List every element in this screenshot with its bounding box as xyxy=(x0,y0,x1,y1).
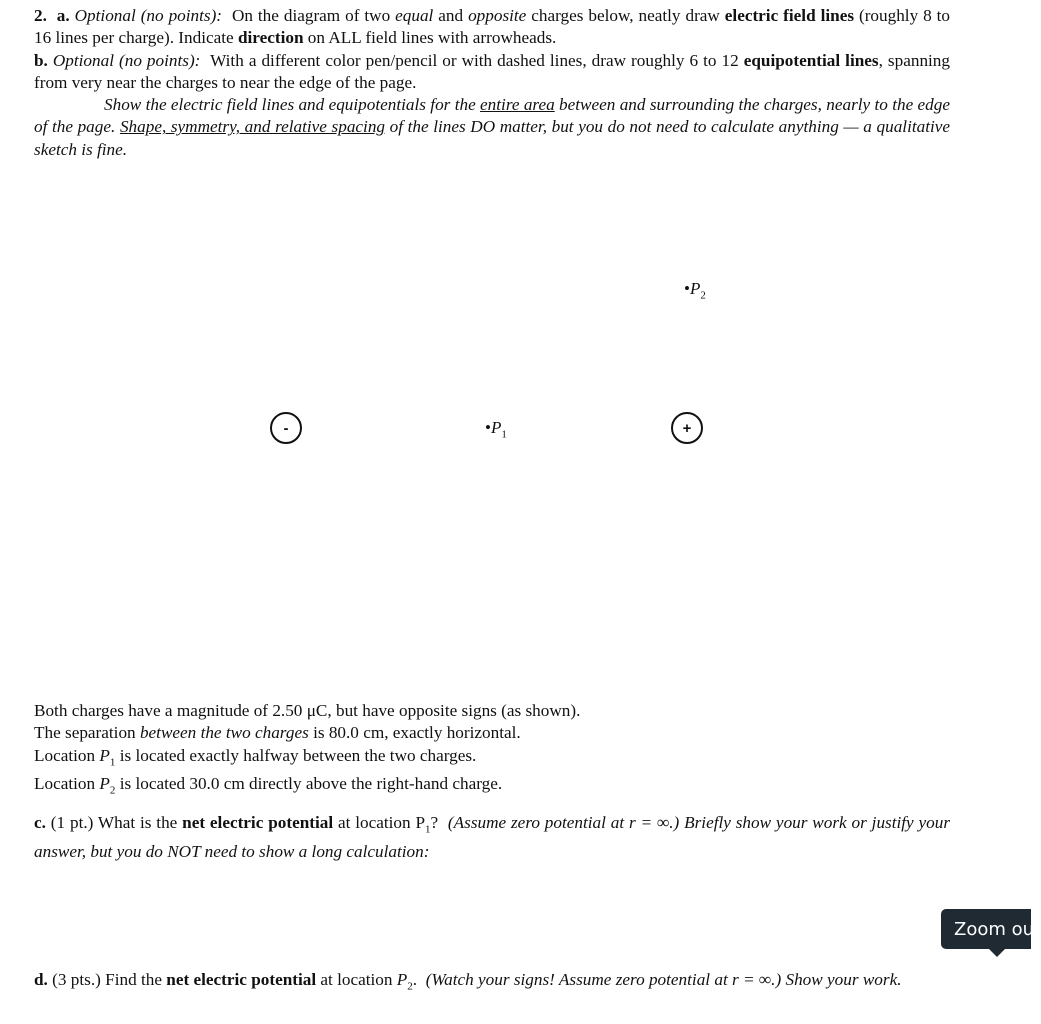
part-c xyxy=(34,812,950,863)
word-and: and xyxy=(438,6,464,25)
part-a xyxy=(34,5,950,50)
equipotential-lines-term: equipotential lines xyxy=(743,50,879,70)
part-b xyxy=(34,50,950,95)
part-b-label: b. xyxy=(34,50,48,70)
part-d-text-1: at location xyxy=(320,970,393,989)
fact-p2-sub: 2 xyxy=(109,784,116,797)
zoom-tooltip-pointer xyxy=(988,948,1006,957)
show-text-1: Show the electric field lines and equipotentials for the xyxy=(104,95,476,115)
p2-letter: P xyxy=(689,279,701,298)
p1-subscript: 1 xyxy=(501,428,507,441)
given-facts xyxy=(34,700,580,802)
part-a-text-1: On the diagram of two xyxy=(231,6,391,25)
p2-dot: • xyxy=(684,279,690,298)
positive-sign: + xyxy=(682,419,692,437)
part-a-text-4: on ALL field lines with arrowheads. xyxy=(307,28,557,48)
fact-p2-b: is located 30.0 cm directly above the right-hand charge. xyxy=(119,774,503,794)
electric-field-lines-term: electric field lines xyxy=(724,6,855,25)
part-c-sub: 1 xyxy=(425,823,431,836)
part-c-label: c. xyxy=(34,813,46,832)
part-a-tag: Optional (no points): xyxy=(74,6,223,25)
part-d-term: net electric potential xyxy=(166,970,317,989)
positive-charge xyxy=(671,412,703,444)
fact-p1-letter: P xyxy=(99,745,110,765)
direction-term: direction xyxy=(237,28,304,48)
p1-letter: P xyxy=(490,418,502,437)
part-a-text-3: (roughly 8 to 16 lines per charge). Indicate xyxy=(34,6,951,48)
fact-separation xyxy=(34,722,580,744)
point-p2 xyxy=(684,279,706,301)
part-a-label: a. xyxy=(56,6,70,25)
part-c-text-1: at location P xyxy=(338,813,426,832)
part-b-tag: Optional (no points): xyxy=(52,50,201,70)
part-d-points: (3 pts.) Find the xyxy=(52,970,162,989)
word-equal: equal xyxy=(395,6,434,25)
fact-p2-letter: P xyxy=(99,774,110,794)
part-c-term: net electric potential xyxy=(182,813,334,832)
part-d-letter: P xyxy=(396,970,408,989)
part-c-italic: (Assume zero potential at r = ∞.) Briefly show your work or justify your answer, but you do NOT need to show a long calculation: xyxy=(34,813,951,861)
fact-p1-b: is located exactly halfway between the two charges. xyxy=(119,745,477,765)
word-opposite: opposite xyxy=(468,6,527,25)
fact-separation-c: is 80.0 cm, exactly horizontal. xyxy=(313,723,521,743)
fact-magnitude: Both charges have a magnitude of 2.50 μC, but have opposite signs (as shown). xyxy=(34,701,581,720)
zoom-out-label: Zoom out xyxy=(954,918,1041,940)
negative-sign: - xyxy=(283,419,289,437)
show-instructions xyxy=(34,94,950,161)
question-2-instructions xyxy=(34,5,950,161)
fact-p2-location xyxy=(34,773,580,802)
fact-p2-a: Location xyxy=(34,774,96,794)
part-d-italic: (Watch your signs! Assume zero potential at r = ∞.) Show your work. xyxy=(425,970,902,989)
part-d-text-2: . xyxy=(412,970,418,989)
part-c-points: (1 pt.) What is the xyxy=(50,813,178,832)
part-b-text-1: With a different color pen/pencil or with dashed lines, draw roughly 6 to 12 xyxy=(210,50,739,70)
p2-subscript: 2 xyxy=(700,289,706,302)
zoom-out-button[interactable] xyxy=(941,909,1041,949)
part-d-label: d. xyxy=(34,970,48,989)
fact-p1-location xyxy=(34,745,580,774)
show-text-3: of the lines DO matter, but you do not need to calculate anything — a qualitative sketch is fine. xyxy=(34,117,951,159)
p1-dot: • xyxy=(485,418,491,437)
part-a-text-2: charges below, neatly draw xyxy=(531,6,720,25)
entire-area-term: entire area xyxy=(480,95,555,115)
negative-charge xyxy=(270,412,302,444)
point-p1 xyxy=(485,418,507,440)
part-d-sub: 2 xyxy=(407,980,413,993)
fact-p1-sub: 1 xyxy=(109,756,116,769)
part-c-text-2: ? xyxy=(430,813,439,832)
fact-p1-a: Location xyxy=(34,745,96,765)
fact-separation-b: between the two charges xyxy=(139,723,309,743)
fact-separation-a: The separation xyxy=(34,723,136,743)
part-b-text-2: , spanning from very near the charges to near the edge of the page. xyxy=(34,50,950,92)
question-number: 2. xyxy=(34,6,47,25)
part-d xyxy=(34,969,950,998)
shape-symmetry-term: Shape, symmetry, and relative spacing xyxy=(119,117,386,137)
show-text-2: between and surrounding the charges, nearly to the edge of the page. xyxy=(34,95,950,137)
